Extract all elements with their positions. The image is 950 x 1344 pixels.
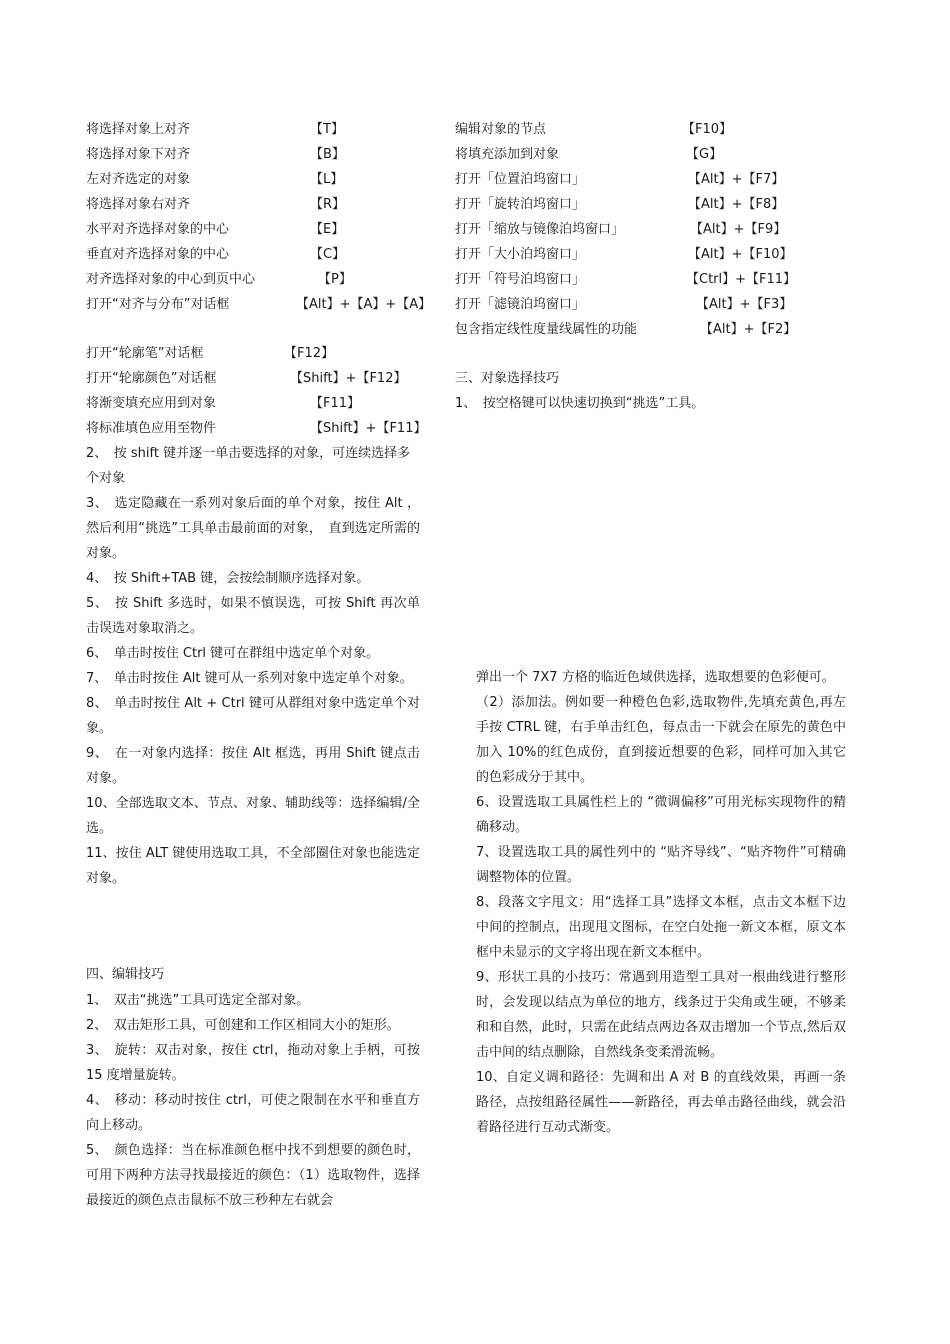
shortcut-action: 打开“对齐与分布”对话框: [86, 297, 230, 312]
shortcut-key: 【Shift】+【F11】: [310, 421, 427, 436]
shortcut-key: 【Alt】+【A】+【A】: [296, 297, 432, 312]
tip-item: 4、 移动：移动时按住 ctrl，可使之限制在水平和垂直方向上移动。: [86, 1093, 420, 1133]
shortcut-key: 【Alt】+【F10】: [688, 247, 793, 262]
shortcut-action: 打开「缩放与镜像泊坞窗口」: [455, 222, 625, 237]
shortcut-key: 【L】: [310, 172, 344, 187]
tip-item: 7、设置选取工具的属性列中的 “贴齐导线”、“贴齐物件”可精确调整物体的位置。: [476, 845, 846, 885]
shortcut-key: 【C】: [310, 247, 346, 262]
shortcut-key: 【E】: [310, 222, 345, 237]
tip-item: 7、 单击时按住 Alt 键可从一系列对象中选定单个对象。: [86, 671, 413, 686]
tip-item: 4、 按 Shift+TAB 键，会按绘制顺序选择对象。: [86, 571, 370, 586]
shortcut-key: 【G】: [686, 147, 723, 162]
shortcut-action: 将填充添加到对象: [455, 147, 560, 162]
shortcut-action: 打开「旋转泊坞窗口」: [455, 197, 586, 212]
shortcut-action: 将选择对象上对齐: [86, 122, 191, 137]
shortcut-key: 【F11】: [310, 396, 361, 411]
shortcut-key: 【Alt】+【F9】: [690, 222, 787, 237]
shortcut-action: 包含指定线性度量线属性的功能: [455, 322, 638, 337]
shortcut-key: 【P】: [318, 272, 352, 287]
shortcut-key: 【F10】: [682, 122, 733, 137]
tip-item: 9、 在一对象内选择：按住 Alt 框选，再用 Shift 键点击对象。: [86, 746, 420, 786]
shortcut-action: 将渐变填充应用到对象: [86, 396, 217, 411]
tip-item: 10、全部选取文本、节点、对象、辅助线等：选择编辑/全选。: [86, 796, 420, 836]
tip-item: 9、形状工具的小技巧：常遇到用造型工具对一根曲线进行整形时，会发现以结点为单位的地方，线条过于尖角或生硬，不够柔和和自然，此时，只需在此结点两边各双击增加一个节点,然后双击中间的结点删除，自然线条变柔滑流畅。: [476, 970, 846, 1060]
tip-item: 11、按住 ALT 键使用选取工具，不全部圈住对象也能选定对象。: [86, 846, 420, 886]
shortcut-action: 水平对齐选择对象的中心: [86, 222, 230, 237]
section-heading: 三、对象选择技巧: [455, 371, 560, 386]
edit-tips: [86, 988, 420, 1213]
shortcut-action: 编辑对象的节点: [455, 122, 547, 137]
shortcut-action: 对齐选择对象的中心到页中心: [86, 272, 256, 287]
tip-item: 6、 单击时按住 Ctrl 键可在群组中选定单个对象。: [86, 646, 380, 661]
shortcut-action: 打开「滤镜泊坞窗口」: [455, 297, 586, 312]
shortcut-action: 将选择对象右对齐: [86, 197, 191, 212]
tip-item: 10、自定义调和路径：先调和出 A 对 B 的直线效果，再画一条路径，点按组路径属性——新路径，再去单击路径曲线，就会沿着路径进行互动式渐变。: [476, 1070, 846, 1135]
shortcut-action: 将选择对象下对齐: [86, 147, 191, 162]
shortcut-key: 【F12】: [284, 346, 335, 361]
shortcut-action: 打开「符号泊坞窗口」: [455, 272, 586, 287]
tip-item: 1、 双击“挑选”工具可选定全部对象。: [86, 993, 310, 1008]
shortcut-key: 【Ctrl】+【F11】: [686, 272, 797, 287]
shortcut-action: 打开「位置泊坞窗口」: [455, 172, 586, 187]
shortcut-key: 【R】: [310, 197, 346, 212]
shortcut-key: 【B】: [310, 147, 345, 162]
tip-item: 3、 旋转：双击对象，按住 ctrl，拖动对象上手柄，可按 15 度增量旋转。: [86, 1043, 420, 1083]
shortcut-action: 将标准填色应用至物件: [86, 421, 217, 436]
section-heading: 四、编辑技巧: [86, 967, 165, 982]
shortcut-key: 【Alt】+【F7】: [688, 172, 785, 187]
tip-item: 6、设置选取工具属性栏上的 “微调偏移”可用光标实现物件的精确移动。: [476, 795, 846, 835]
tip-item: 弹出一个 7X7 方格的临近色域供选择，选取想要的色彩便可。: [476, 670, 835, 685]
shortcut-key: 【Shift】+【F12】: [290, 371, 407, 386]
shortcut-action: 打开“轮廓颜色”对话框: [86, 371, 217, 386]
tip-item: 8、 单击时按住 Alt + Ctrl 键可从群组对象中选定单个对象。: [86, 696, 420, 736]
shortcut-key: 【Alt】+【F3】: [696, 297, 793, 312]
shortcut-action: 打开“轮廓笔”对话框: [86, 346, 204, 361]
tip-item: 3、 选定隐藏在一系列对象后面的单个对象，按住 Alt ，然后利用“挑选”工具单击最前面的对象， 直到选定所需的对象。: [86, 496, 420, 561]
left-tips: [86, 441, 420, 891]
tip-item: 个对象: [86, 471, 126, 486]
tip-item: 8、段落文字甩文：用“选择工具”选择文本框，点击文本框下边中间的控制点，出现甩文图标，在空白处拖一新文本框，原文本框中未显示的文字将出现在新文本框中。: [476, 895, 846, 960]
tip-item: 5、 按 Shift 多选时，如果不慎误选，可按 Shift 再次单击误选对象取消之。: [86, 596, 420, 636]
right-tips: [476, 665, 846, 1140]
tip-item: 2、 双击矩形工具，可创建和工作区相同大小的矩形。: [86, 1018, 400, 1033]
shortcut-action: 垂直对齐选择对象的中心: [86, 247, 230, 262]
tip-item: 5、 颜色选择：当在标准颜色框中找不到想要的颜色时，可用下两种方法寻找最接近的颜色：（1）选取物件，选择最接近的颜色点击鼠标不放三秒种左右就会: [86, 1143, 420, 1208]
shortcut-action: 打开「大小泊坞窗口」: [455, 247, 586, 262]
shortcut-key: 【T】: [310, 122, 344, 137]
shortcut-key: 【Alt】+【F8】: [688, 197, 785, 212]
tip-item: 1、 按空格键可以快速切换到“挑选”工具。: [455, 396, 705, 411]
shortcut-action: 左对齐选定的对象: [86, 172, 191, 187]
tip-item: （2）添加法。例如要一种橙色色彩,选取物件,先填充黄色,再左手按 CTRL 键，右手单击红色，每点击一下就会在原先的黄色中加入 10%的红色成份，直到接近想要的色彩，同样可加入其它的色彩成分于其中。: [476, 695, 846, 785]
shortcut-key: 【Alt】+【F2】: [700, 322, 797, 337]
tip-item: 2、 按 shift 键并逐一单击要选择的对象，可连续选择多: [86, 446, 411, 461]
